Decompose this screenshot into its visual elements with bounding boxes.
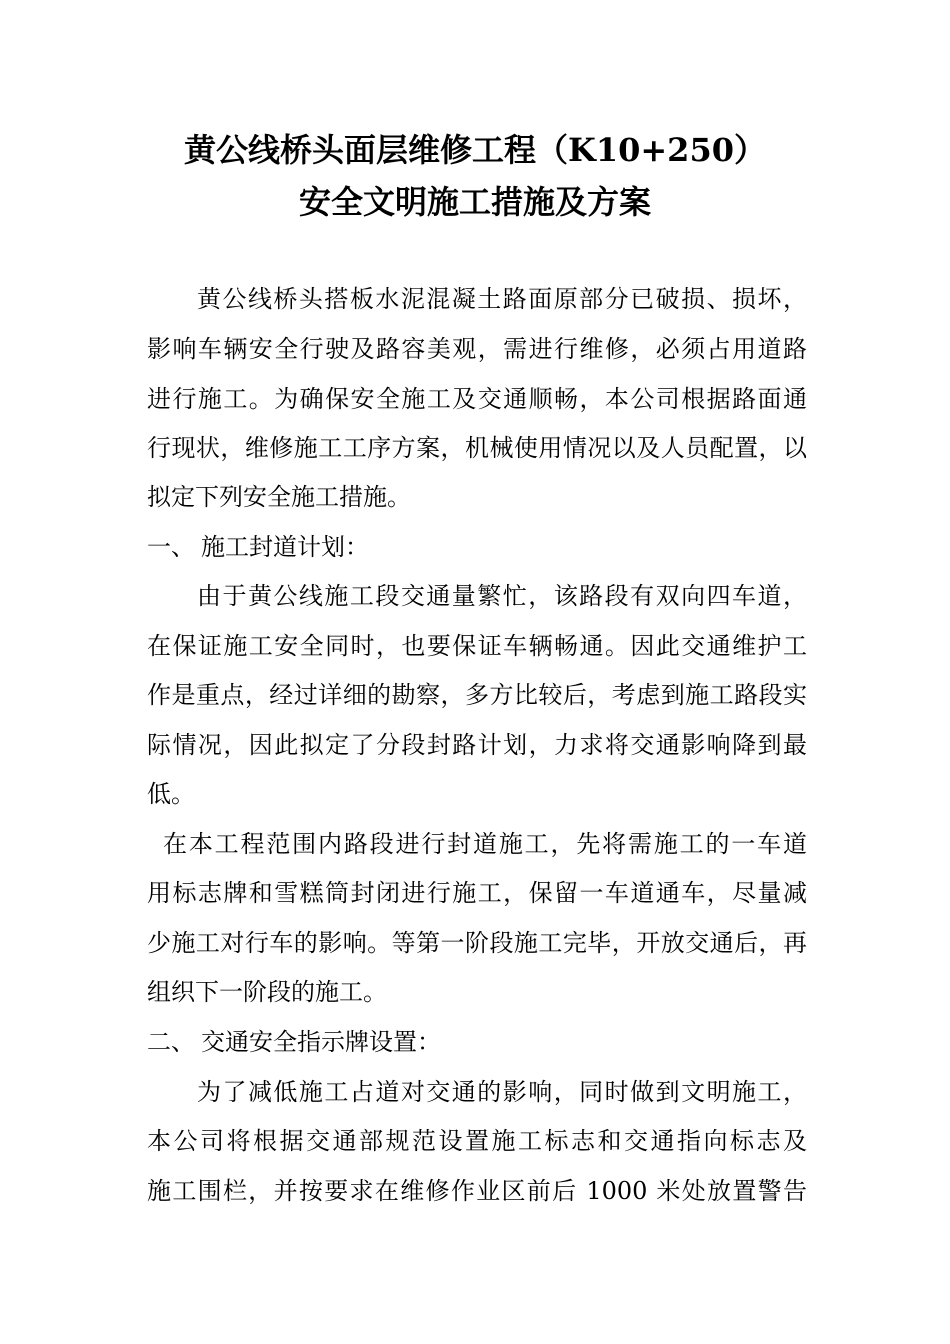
document-title-line-1: 黄公线桥头面层维修工程（K10+250） bbox=[184, 131, 766, 169]
intro-line-5: 拟定下列安全施工措施。 bbox=[147, 483, 411, 511]
section-2-p1-line-3: 施工围栏，并按要求在维修作业区前后 1000 米处放置警告 bbox=[147, 1177, 807, 1205]
section-1-p1-line-3: 作是重点，经过详细的勘察，多方比较后，考虑到施工路段实 bbox=[147, 681, 807, 709]
intro-line-4: 行现状，维修施工工序方案，机械使用情况以及人员配置，以 bbox=[147, 434, 807, 462]
section-1-p2-line-3: 少施工对行车的影响。等第一阶段施工完毕，开放交通后，再 bbox=[147, 929, 807, 957]
section-1-p1-line-4: 际情况，因此拟定了分段封路计划，力求将交通影响降到最 bbox=[147, 731, 807, 759]
intro-line-3: 进行施工。为确保安全施工及交通顺畅，本公司根据路面通 bbox=[147, 385, 807, 413]
section-1-p2-line-2: 用标志牌和雪糕筒封闭进行施工，保留一车道通车，尽量减 bbox=[147, 879, 807, 907]
section-1-p1-line-2: 在保证施工安全同时，也要保证车辆畅通。因此交通维护工 bbox=[147, 632, 807, 660]
document-title-line-2: 安全文明施工措施及方案 bbox=[298, 183, 651, 221]
section-1-p2-line-4: 组织下一阶段的施工。 bbox=[147, 978, 387, 1006]
section-2-number: 二、 bbox=[147, 1028, 195, 1056]
section-1-p1-line-1: 由于黄公线施工段交通量繁忙，该路段有双向四车道， bbox=[197, 582, 807, 610]
intro-line-2: 影响车辆安全行驶及路容美观，需进行维修，必须占用道路 bbox=[147, 335, 807, 363]
intro-line-1: 黄公线桥头搭板水泥混凝土路面原部分已破损、损坏， bbox=[197, 285, 807, 313]
section-1-number: 一、 bbox=[147, 533, 195, 561]
section-1-p2-line-1: 在本工程范围内路段进行封道施工，先将需施工的一车道 bbox=[163, 830, 807, 858]
section-1-p1-line-5: 低。 bbox=[147, 780, 195, 808]
section-2-p1-line-1: 为了减低施工占道对交通的影响，同时做到文明施工， bbox=[197, 1078, 807, 1106]
section-2-title: 交通安全指示牌设置： bbox=[201, 1028, 441, 1056]
section-2-p1-line-2: 本公司将根据交通部规范设置施工标志和交通指向标志及 bbox=[147, 1127, 807, 1155]
section-1-title: 施工封道计划： bbox=[201, 533, 369, 561]
section-2-heading bbox=[147, 1024, 441, 1060]
section-1-heading bbox=[147, 529, 369, 565]
